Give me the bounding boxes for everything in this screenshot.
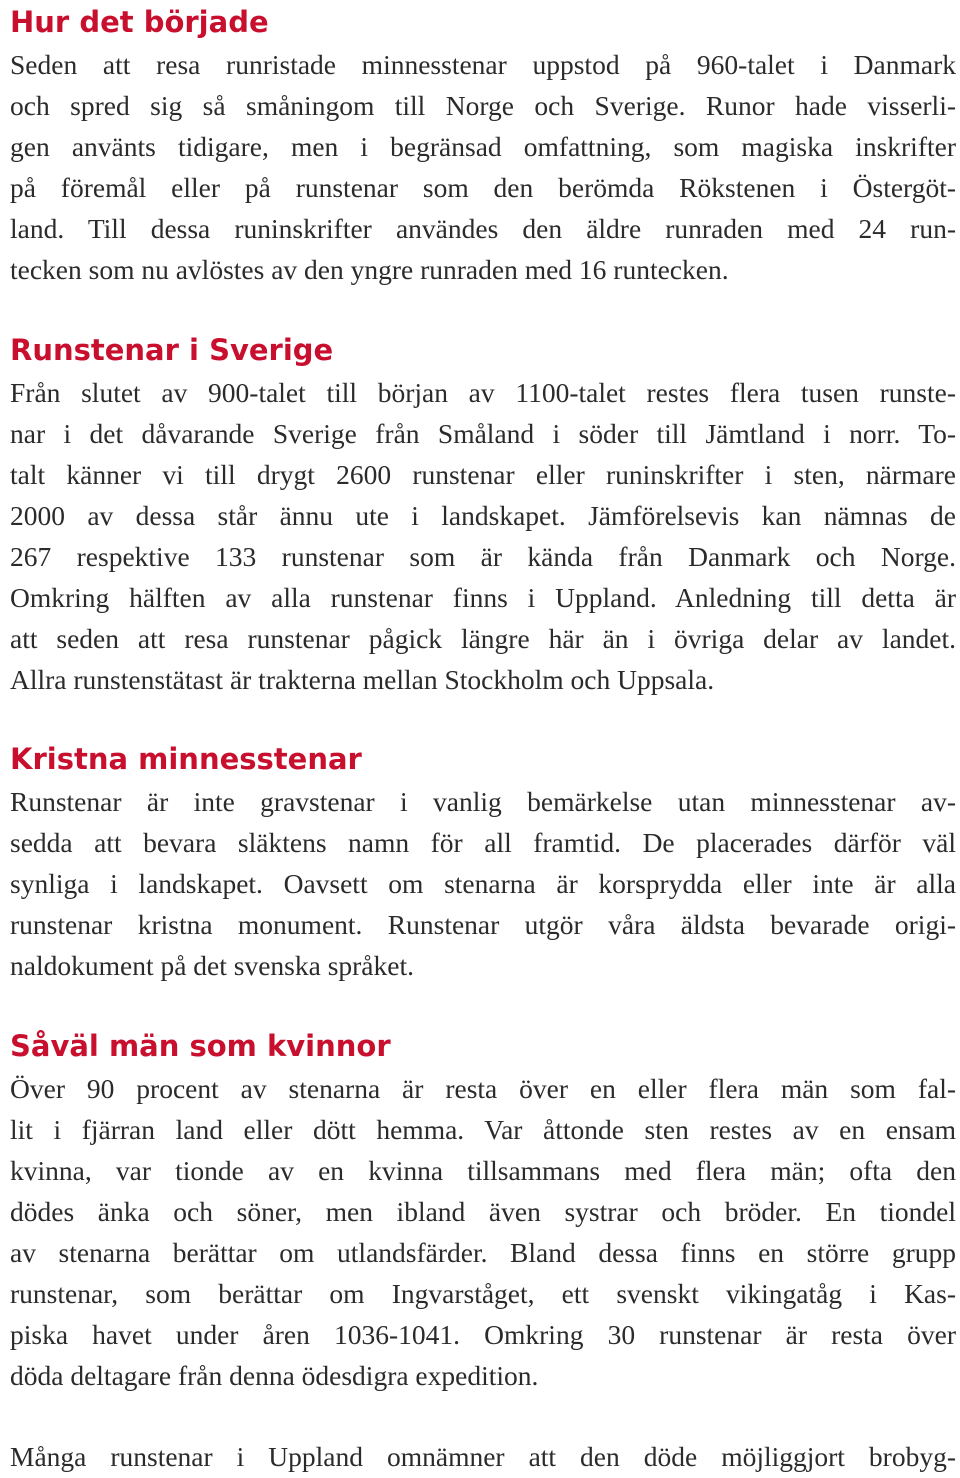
paragraph-line: gen använts tidigare, men i begränsad omfattning, som magiska inskrifter <box>10 131 956 162</box>
paragraph-line: runstenar, som berättar om Ingvarståget, ett svenskt vikingatåg i Kas- <box>10 1278 956 1309</box>
paragraph-line-trailing: Många runstenar i Uppland omnämner att den döde möjliggjort brobyg- <box>10 1441 956 1472</box>
paragraph-line: Seden att resa runristade minnesstenar uppstod på 960-talet i Danmark <box>10 49 956 80</box>
paragraph-line: av stenarna berättar om utlandsfärder. Bland dessa finns en större grupp <box>10 1237 956 1268</box>
paragraph-line: dödes änka och söner, men ibland även systrar och bröder. En tiondel <box>10 1196 956 1227</box>
paragraph-line: döda deltagare från denna ödesdigra expedition. <box>10 1360 539 1391</box>
paragraph-line: 267 respektive 133 runstenar som är kända från Danmark och Norge. <box>10 541 956 572</box>
paragraph-line: nar i det dåvarande Sverige från Småland i söder till Jämtland i norr. To- <box>10 418 956 449</box>
paragraph-line: på föremål eller på runstenar som den berömda Rökstenen i Östergöt- <box>10 172 956 203</box>
paragraph-line: sedda att bevara släktens namn för all framtid. De placerades därför väl <box>10 827 956 858</box>
paragraph-line: Allra runstenstätast är trakterna mellan Stockholm och Uppsala. <box>10 664 715 695</box>
paragraph-line: Runstenar är inte gravstenar i vanlig bemärkelse utan minnesstenar av- <box>10 786 956 817</box>
paragraph-line: Från slutet av 900-talet till början av 1100-talet restes flera tusen runste- <box>10 377 956 408</box>
section-heading-kristna-minnesstenar: Kristna minnesstenar <box>10 742 362 776</box>
paragraph-line: runstenar kristna monument. Runstenar utgör våra äldsta bevarade origi- <box>10 909 956 940</box>
section-heading-hur-det-borjade: Hur det började <box>10 5 269 39</box>
paragraph-line: Omkring hälften av alla runstenar finns i Uppland. Anledning till detta är <box>10 582 956 613</box>
paragraph-line: talt känner vi till drygt 2600 runstenar eller runinskrifter i sten, närmare <box>10 459 956 490</box>
paragraph-line: Över 90 procent av stenarna är resta över en eller flera män som fal- <box>10 1073 956 1104</box>
paragraph-line: land. Till dessa runinskrifter användes den äldre runraden med 24 run- <box>10 213 956 244</box>
paragraph-line: och spred sig så småningom till Norge och Sverige. Runor hade visserli- <box>10 90 956 121</box>
paragraph-line: tecken som nu avlöstes av den yngre runraden med 16 runtecken. <box>10 254 729 285</box>
section-heading-saval-man-som-kvinnor: Såväl män som kvinnor <box>10 1029 391 1063</box>
paragraph-line: 2000 av dessa står ännu ute i landskapet. Jämförelsevis kan nämnas de <box>10 500 956 531</box>
paragraph-line: att seden att resa runstenar pågick längre här än i övriga delar av landet. <box>10 623 956 654</box>
paragraph-line: naldokument på det svenska språket. <box>10 950 414 981</box>
section-heading-runstenar-i-sverige: Runstenar i Sverige <box>10 333 334 367</box>
paragraph-line: synliga i landskapet. Oavsett om stenarna är korsprydda eller inte är alla <box>10 868 956 899</box>
paragraph-line: kvinna, var tionde av en kvinna tillsammans med flera män; ofta den <box>10 1155 956 1186</box>
paragraph-line: lit i fjärran land eller dött hemma. Var åttonde sten restes av en ensam <box>10 1114 956 1145</box>
paragraph-line: piska havet under åren 1036-1041. Omkring 30 runstenar är resta över <box>10 1319 956 1350</box>
